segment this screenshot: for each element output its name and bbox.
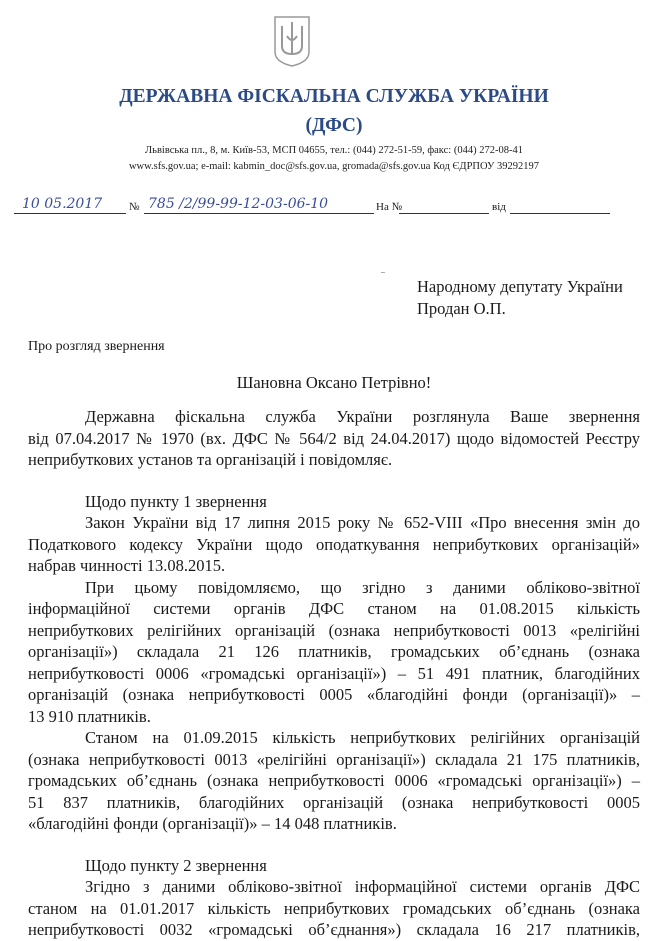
paragraph [28, 491, 640, 513]
text-line: Державна фіскальна служба України розглянула Ваше звернення [85, 407, 640, 426]
from-label: від [492, 201, 506, 213]
paragraph [28, 577, 640, 728]
letter-body [28, 406, 640, 941]
text-line: Станом на 01.09.2015 кількість неприбуткових релігійних організацій [85, 728, 640, 747]
text-line: набрав чинності 13.08.2015. [28, 556, 226, 575]
number-label: № [129, 201, 140, 213]
text-line: При цьому повідомляємо, що згідно з даними обліково-звітної [85, 577, 640, 597]
salutation: Шановна Оксано Петрівно! [236, 373, 432, 392]
text-line: 51 837 платників, благодійних організацій (ознака неприбутковості 0005 [28, 792, 640, 812]
text-line: неприбуткових релігійних організацій (ознака неприбутковості 0013 «релігійні [28, 620, 640, 640]
agency-address: Львівська пл., 8, м. Київ-53, МСП 04655, тел.: (044) 272-51-59, факс: (044) 272-08-41 [145, 145, 523, 156]
text-line: інформаційної системи органів ДФС станом на 01.08.2015 кількість [28, 599, 640, 618]
trident-emblem-icon [272, 14, 312, 68]
paragraph [28, 727, 640, 835]
text-line: 13 910 платників. [28, 706, 151, 726]
agency-title: ДЕРЖАВНА ФІСКАЛЬНА СЛУЖБА УКРАЇНИ [119, 86, 549, 107]
text-line: організацій (ознака неприбутковості 0005 «благодійні фонди (організації)» – [28, 685, 640, 704]
paragraph [28, 512, 640, 577]
paragraph [28, 876, 640, 941]
agency-abbreviation: (ДФС) [305, 115, 363, 136]
agency-contacts: www.sfs.gov.ua; e-mail: kabmin_doc@sfs.gov.ua, gromada@sfs.gov.ua Код ЄДРПОУ 39292197 [128, 161, 540, 172]
addressee [417, 276, 623, 319]
text-line: неприбутковості 0032 «громадські об’єднання») складала 16 217 платників, [28, 920, 640, 939]
text-line: станом на 01.01.2017 кількість неприбуткових громадських об’єднань (ознака [28, 898, 640, 918]
subject: Про розгляд звернення [28, 339, 165, 354]
text-line: Щодо пункту 2 звернення [85, 855, 267, 875]
text-line: неприбуткових установ та організацій і повідомляє. [28, 450, 393, 469]
addressee-name: Продан О.П. [417, 298, 506, 318]
text-line: організації») складала 21 126 платників, громадських об’єднань (ознака [28, 642, 640, 661]
text-line: Закон України від 17 липня 2015 року № 652-VIII «Про внесення змін до [85, 513, 640, 532]
paragraph [28, 406, 640, 471]
registration-date: 10 05.2017 [22, 196, 103, 212]
scan-mark [381, 272, 385, 273]
text-line: Щодо пункту 1 звернення [85, 491, 267, 511]
paragraph [28, 855, 640, 877]
addressee-title: Народному депутату України [417, 277, 623, 296]
registration-number: 785 /2/99-99-12-03-06-10 [148, 196, 329, 212]
registration-line [14, 196, 614, 216]
reference-label: На № [376, 201, 403, 213]
text-line: Податкового кодексу України щодо оподаткування неприбуткових організацій» [28, 534, 640, 554]
text-line: (ознака неприбутковості 0013 «релігійні організації») складала 21 175 платників, [28, 749, 640, 769]
text-line: неприбутковості 0006 «громадські організації») – 51 491 платник, благодійних [28, 663, 640, 683]
text-line: Згідно з даними обліково-звітної інформаційної системи органів ДФС [85, 877, 640, 896]
text-line: громадських об’єднань (ознака неприбутковості 0006 «громадські організації») – [28, 771, 640, 790]
text-line: «благодійні фонди (організації)» – 14 048 платників. [28, 814, 397, 833]
text-line: від 07.04.2017 № 1970 (вх. ДФС № 564/2 від 24.04.2017) щодо відомостей Реєстру [28, 428, 640, 448]
